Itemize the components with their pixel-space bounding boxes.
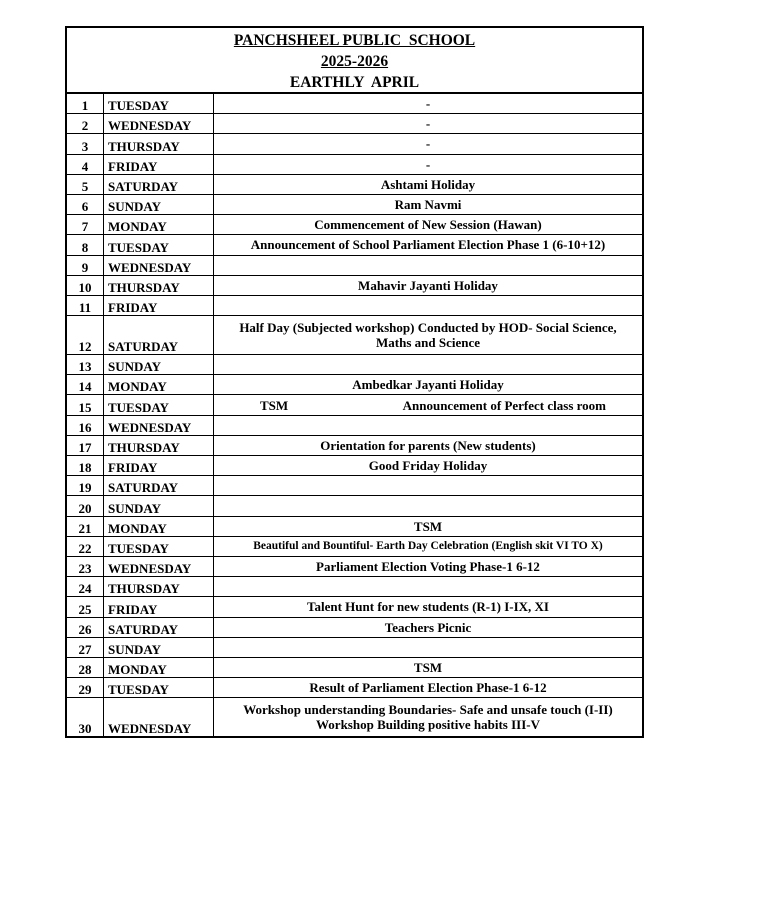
school-name: PANCHSHEEL PUBLIC SCHOOL	[233, 32, 476, 49]
event-text: Commencement of New Session (Hawan)	[214, 215, 643, 235]
event-text: Half Day (Subjected workshop) Conducted by HOD- Social Science,	[239, 320, 617, 336]
table-row	[67, 496, 642, 516]
event-text	[214, 496, 643, 516]
date-number: 13	[67, 355, 104, 375]
month-title: EARTHLY APRIL	[289, 74, 420, 91]
table-row	[67, 395, 642, 415]
table-row	[67, 255, 642, 275]
table-row	[67, 215, 642, 235]
event-text: TSM	[214, 516, 643, 536]
event-text: -	[214, 94, 643, 114]
date-number: 6	[67, 194, 104, 214]
event-text: Workshop Building positive habits III-V	[316, 717, 540, 733]
event-text: Good Friday Holiday	[214, 456, 643, 476]
event-text: Beautiful and Bountiful- Earth Day Celebration (English skit VI TO X)	[214, 536, 643, 556]
calendar-header	[67, 28, 642, 94]
table-row	[67, 316, 642, 355]
event-text: Ashtami Holiday	[214, 174, 643, 194]
weekday: THURSDAY	[104, 435, 214, 455]
date-number: 27	[67, 637, 104, 657]
date-number: 21	[67, 516, 104, 536]
date-number: 12	[67, 316, 104, 355]
table-row	[67, 134, 642, 154]
date-number: 16	[67, 415, 104, 435]
date-number: 20	[67, 496, 104, 516]
session-year: 2025-2026	[320, 53, 389, 70]
table-row	[67, 415, 642, 435]
event-text	[214, 295, 643, 315]
date-number: 22	[67, 536, 104, 556]
weekday: THURSDAY	[104, 577, 214, 597]
weekday: MONDAY	[104, 657, 214, 677]
weekday: TUESDAY	[104, 395, 214, 415]
table-row	[67, 678, 642, 698]
event-text: Teachers Picnic	[214, 617, 643, 637]
date-number: 2	[67, 114, 104, 134]
weekday: WEDNESDAY	[104, 556, 214, 576]
table-row	[67, 536, 642, 556]
weekday: WEDNESDAY	[104, 114, 214, 134]
event-text: -	[214, 134, 643, 154]
weekday: WEDNESDAY	[104, 698, 214, 737]
date-number: 29	[67, 678, 104, 698]
event-text: TSM	[214, 657, 643, 677]
event-text	[214, 577, 643, 597]
date-number: 18	[67, 456, 104, 476]
event-text: Maths and Science	[376, 335, 480, 351]
date-number: 17	[67, 435, 104, 455]
table-row	[67, 295, 642, 315]
weekday: SUNDAY	[104, 355, 214, 375]
weekday: SUNDAY	[104, 496, 214, 516]
event-cell	[214, 698, 643, 737]
weekday: FRIDAY	[104, 295, 214, 315]
weekday: TUESDAY	[104, 536, 214, 556]
weekday: SATURDAY	[104, 617, 214, 637]
event-text	[214, 355, 643, 375]
event-text: Result of Parliament Election Phase-1 6-12	[214, 678, 643, 698]
table-row	[67, 235, 642, 255]
weekday: SATURDAY	[104, 316, 214, 355]
weekday: TUESDAY	[104, 235, 214, 255]
event-text: Mahavir Jayanti Holiday	[214, 275, 643, 295]
table-row	[67, 637, 642, 657]
table-row	[67, 556, 642, 576]
event-text: Ram Navmi	[214, 194, 643, 214]
date-number: 14	[67, 375, 104, 395]
table-row	[67, 456, 642, 476]
date-number: 30	[67, 698, 104, 737]
event-text	[214, 415, 643, 435]
weekday: THURSDAY	[104, 134, 214, 154]
weekday: THURSDAY	[104, 275, 214, 295]
weekday: SUNDAY	[104, 194, 214, 214]
date-number: 9	[67, 255, 104, 275]
table-row	[67, 476, 642, 496]
event-text	[214, 476, 643, 496]
weekday: FRIDAY	[104, 597, 214, 617]
table-row	[67, 114, 642, 134]
date-number: 15	[67, 395, 104, 415]
table-row	[67, 657, 642, 677]
date-number: 8	[67, 235, 104, 255]
table-row	[67, 154, 642, 174]
event-text	[214, 255, 643, 275]
event-text: Announcement of Perfect class room	[402, 397, 606, 413]
event-text	[214, 637, 643, 657]
event-text: -	[214, 154, 643, 174]
date-number: 24	[67, 577, 104, 597]
table-row	[67, 174, 642, 194]
event-cell	[214, 316, 643, 355]
calendar-table	[67, 94, 642, 736]
event-text: Workshop understanding Boundaries- Safe and unsafe touch (I-II)	[243, 702, 613, 718]
event-text: TSM	[260, 397, 289, 413]
table-row	[67, 516, 642, 536]
table-row	[67, 375, 642, 395]
weekday: FRIDAY	[104, 154, 214, 174]
date-number: 28	[67, 657, 104, 677]
date-number: 11	[67, 295, 104, 315]
weekday: WEDNESDAY	[104, 415, 214, 435]
table-row	[67, 355, 642, 375]
date-number: 10	[67, 275, 104, 295]
table-row	[67, 94, 642, 114]
date-number: 4	[67, 154, 104, 174]
event-text: -	[214, 114, 643, 134]
date-number: 1	[67, 94, 104, 114]
date-number: 3	[67, 134, 104, 154]
table-row	[67, 577, 642, 597]
weekday: MONDAY	[104, 375, 214, 395]
table-row	[67, 597, 642, 617]
weekday: SUNDAY	[104, 637, 214, 657]
weekday: WEDNESDAY	[104, 255, 214, 275]
date-number: 25	[67, 597, 104, 617]
weekday: MONDAY	[104, 215, 214, 235]
weekday: MONDAY	[104, 516, 214, 536]
event-text: Announcement of School Parliament Election Phase 1 (6-10+12)	[214, 235, 643, 255]
date-number: 23	[67, 556, 104, 576]
weekday: TUESDAY	[104, 678, 214, 698]
weekday: TUESDAY	[104, 94, 214, 114]
date-number: 26	[67, 617, 104, 637]
weekday: SATURDAY	[104, 174, 214, 194]
weekday: SATURDAY	[104, 476, 214, 496]
weekday: FRIDAY	[104, 456, 214, 476]
date-number: 19	[67, 476, 104, 496]
table-row	[67, 275, 642, 295]
event-text: Orientation for parents (New students)	[214, 435, 643, 455]
table-row	[67, 435, 642, 455]
event-text: Ambedkar Jayanti Holiday	[214, 375, 643, 395]
calendar-sheet	[65, 26, 644, 738]
event-text: Talent Hunt for new students (R-1) I-IX, XI	[214, 597, 643, 617]
table-row	[67, 617, 642, 637]
table-row	[67, 194, 642, 214]
date-number: 7	[67, 215, 104, 235]
table-row	[67, 698, 642, 737]
event-text: Parliament Election Voting Phase-1 6-12	[214, 556, 643, 576]
date-number: 5	[67, 174, 104, 194]
event-cell	[214, 395, 643, 415]
